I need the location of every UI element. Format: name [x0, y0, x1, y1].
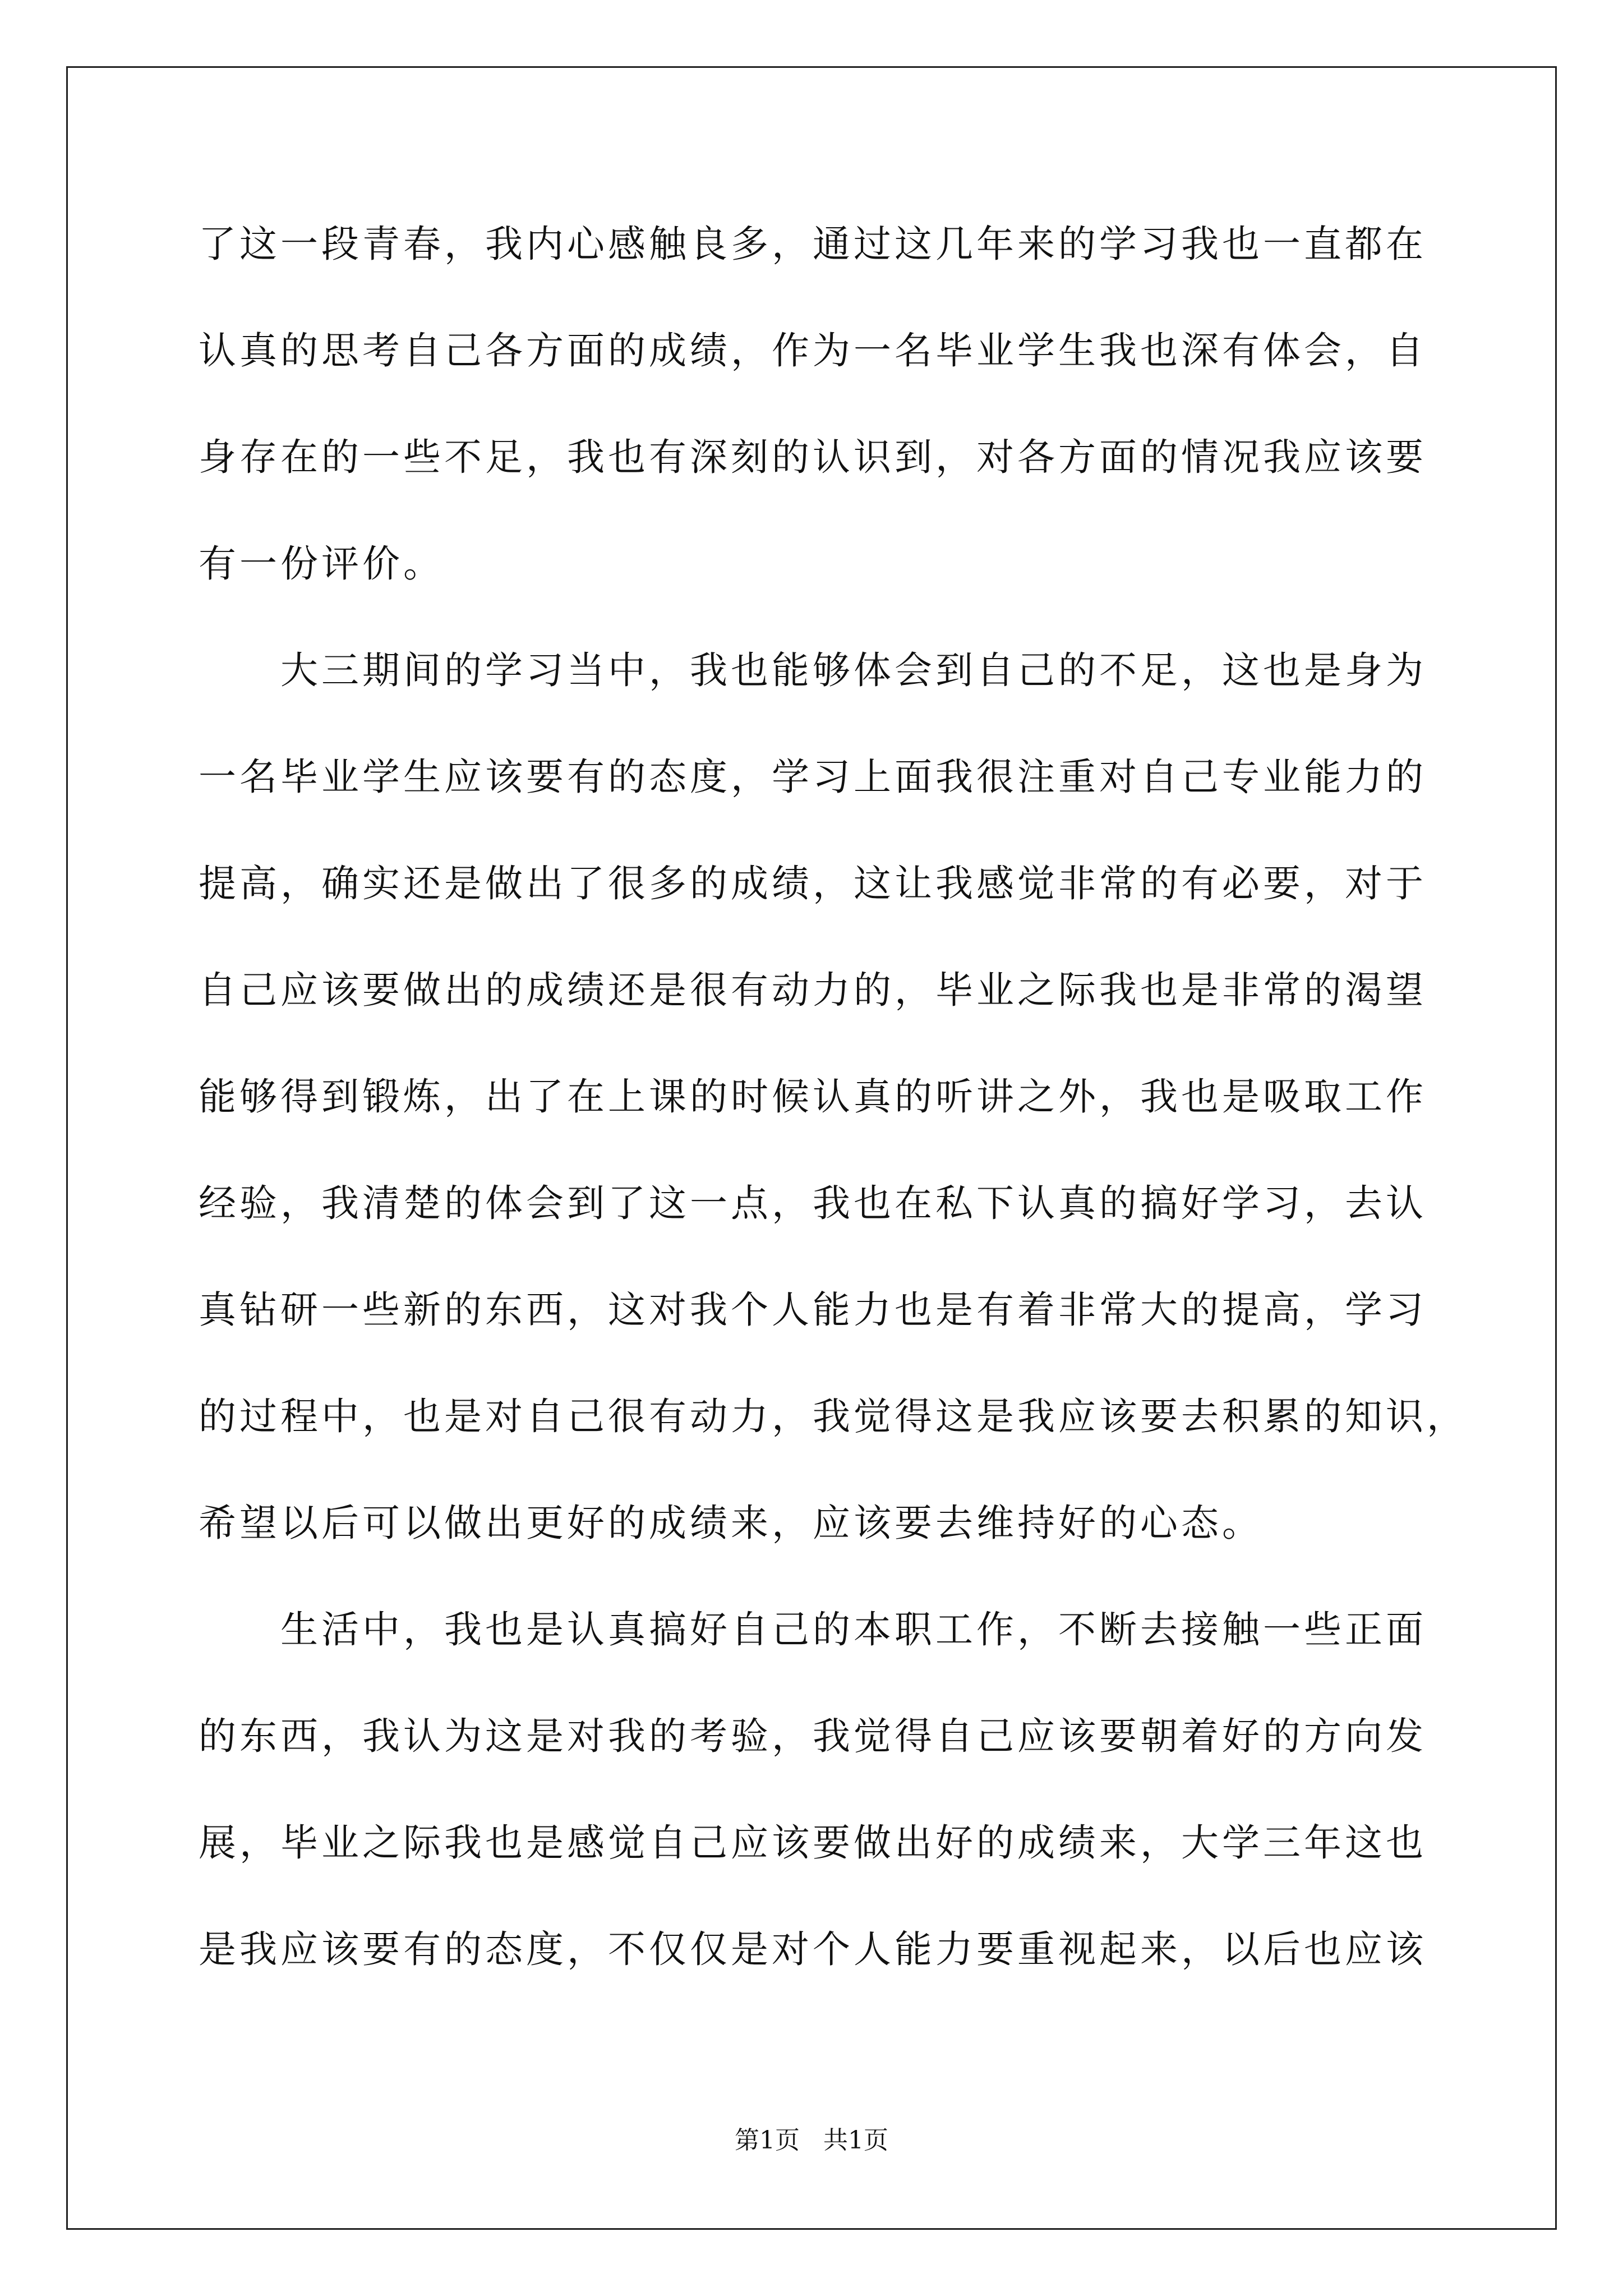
text-line: 经验，我清楚的体会到了这一点，我也在私下认真的搞好学习，去认	[199, 1181, 1427, 1225]
text-line: 是我应该要有的态度，不仅仅是对个人能力要重视起来，以后也应该	[199, 1927, 1427, 1971]
text-line: 展，毕业之际我也是感觉自己应该要做出好的成绩来，大学三年这也	[199, 1821, 1427, 1865]
text-line: 的过程中，也是对自己很有动力，我觉得这是我应该要去积累的知识，	[199, 1395, 1468, 1438]
text-line: 一名毕业学生应该要有的态度，学习上面我很注重对自己专业能力的	[199, 755, 1427, 799]
text-line: 生活中，我也是认真搞好自己的本职工作，不断去接触一些正面	[199, 1608, 1427, 1651]
text-line: 的东西，我认为这是对我的考验，我觉得自己应该要朝着好的方向发	[199, 1714, 1427, 1758]
text-line: 提高，确实还是做出了很多的成绩，这让我感觉非常的有必要，对于	[199, 862, 1427, 905]
page-border	[66, 66, 1557, 2230]
text-line: 大三期间的学习当中，我也能够体会到自己的不足，这也是身为	[199, 648, 1427, 692]
page-footer	[0, 2124, 1623, 2157]
total-pages: 共1页	[823, 2126, 888, 2155]
text-line: 了这一段青春，我内心感触良多，通过这几年来的学习我也一直都在	[199, 222, 1427, 266]
text-line: 自己应该要做出的成绩还是很有动力的，毕业之际我也是非常的渴望	[199, 968, 1427, 1012]
page-number: 第1页	[735, 2126, 800, 2155]
text-line: 身存在的一些不足，我也有深刻的认识到，对各方面的情况我应该要	[199, 435, 1427, 479]
text-line: 能够得到锻炼，出了在上课的时候认真的听讲之外，我也是吸取工作	[199, 1075, 1427, 1119]
text-line: 希望以后可以做出更好的成绩来，应该要去维持好的心态。	[199, 1501, 1263, 1545]
text-line: 认真的思考自己各方面的成绩，作为一名毕业学生我也深有体会，自	[199, 329, 1427, 372]
text-line: 有一份评价。	[199, 542, 444, 586]
text-line: 真钻研一些新的东西，这对我个人能力也是有着非常大的提高，学习	[199, 1288, 1427, 1332]
